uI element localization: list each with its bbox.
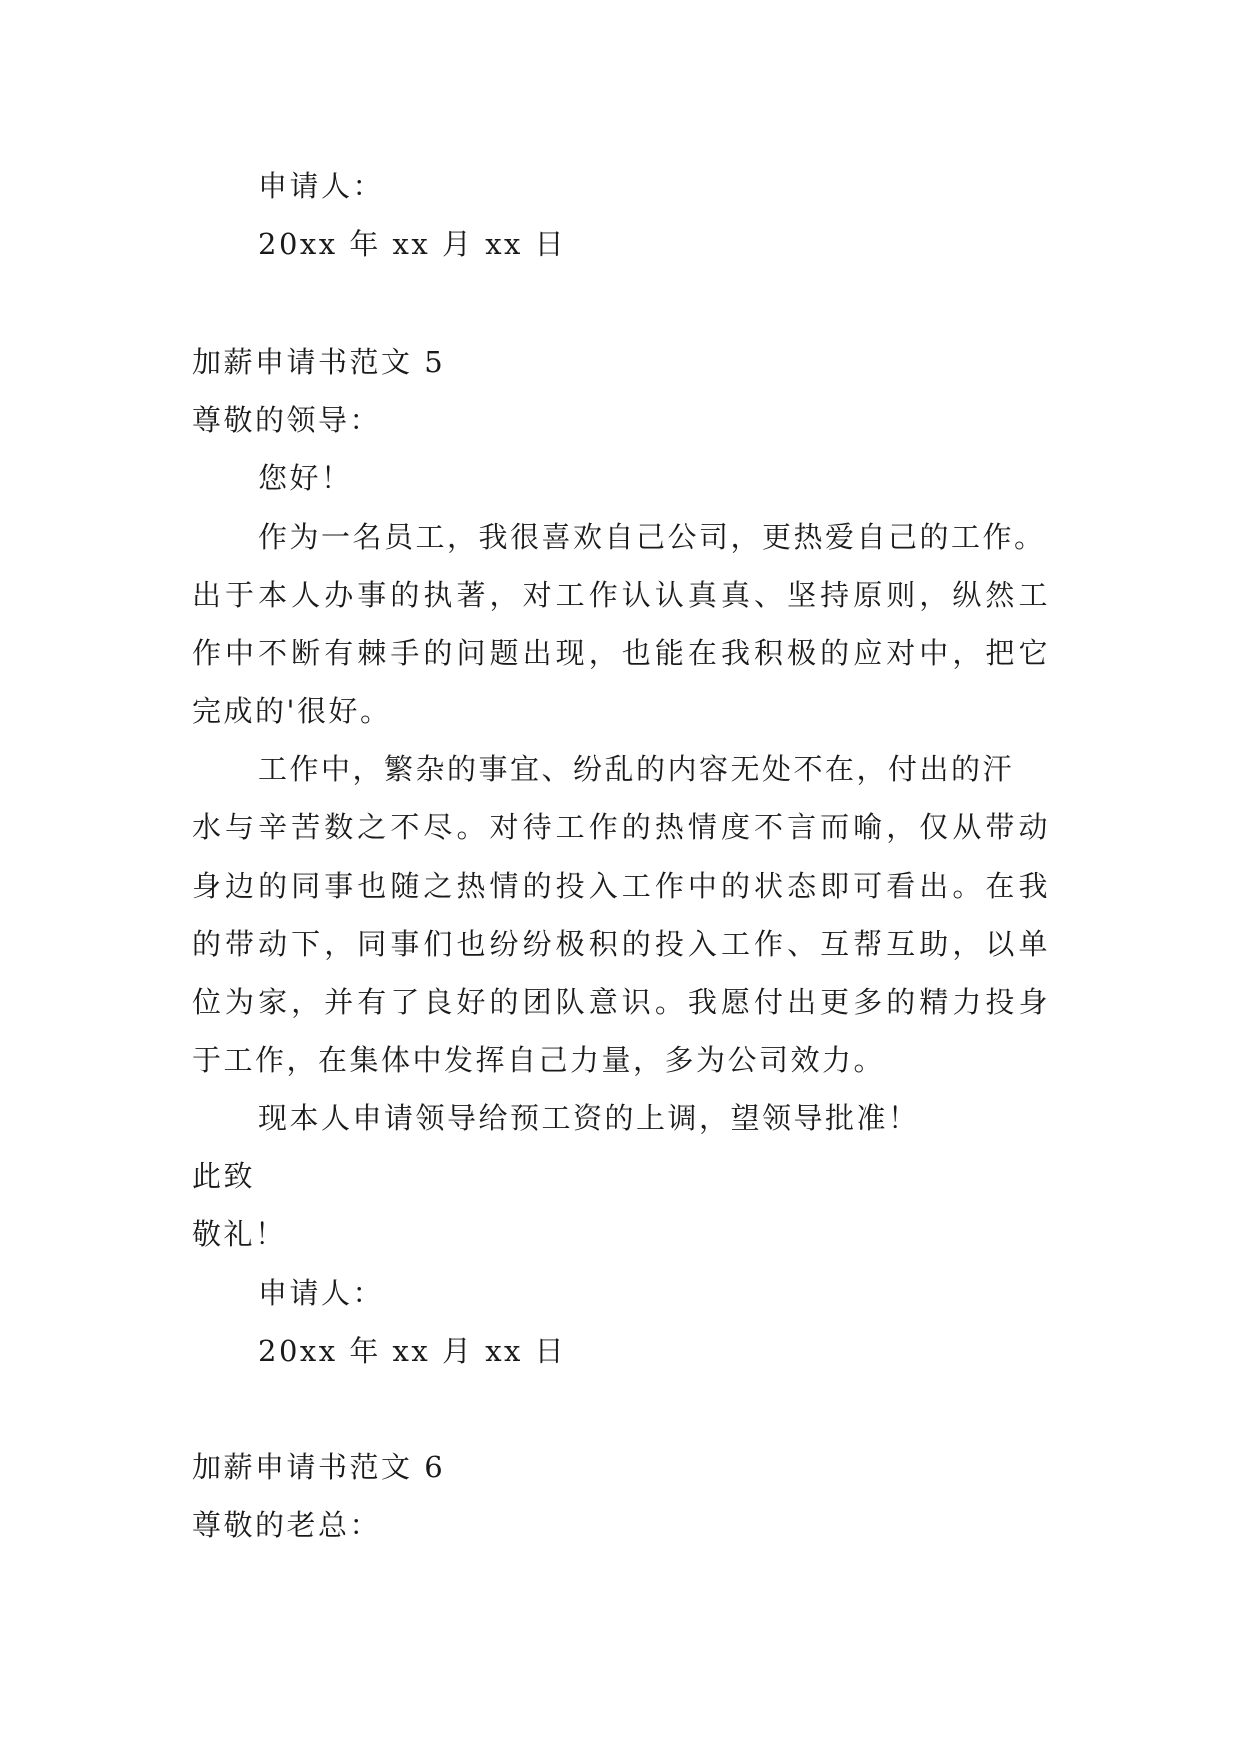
paragraph-line: 完成的'很好。 bbox=[192, 694, 392, 728]
section-heading: 加薪申请书范文 6 bbox=[192, 1450, 446, 1484]
paragraph-line: 的带动下，同事们也纷纷极积的投入工作、互帮互助，以单 bbox=[192, 927, 1050, 961]
paragraph-line: 于工作，在集体中发挥自己力量，多为公司效力。 bbox=[192, 1043, 886, 1077]
paragraph-line: 作中不断有棘手的问题出现，也能在我积极的应对中，把它 bbox=[192, 636, 1050, 670]
date-line: 20xx 年 xx 月 xx 日 bbox=[258, 1334, 567, 1368]
section-heading: 加薪申请书范文 5 bbox=[192, 345, 446, 379]
paragraph-line: 工作中，繁杂的事宜、纷乱的内容无处不在，付出的汗 bbox=[258, 752, 1015, 786]
paragraph-line: 出于本人办事的执著，对工作认认真真、坚持原则，纵然工 bbox=[192, 578, 1050, 612]
salutation: 尊敬的老总： bbox=[192, 1508, 382, 1542]
greeting: 您好！ bbox=[258, 461, 353, 495]
closing-salute: 敬礼！ bbox=[192, 1217, 287, 1251]
paragraph-line: 作为一名员工，我很喜欢自己公司，更热爱自己的工作。 bbox=[258, 520, 1046, 554]
applicant-label: 申请人： bbox=[258, 169, 385, 203]
applicant-label: 申请人： bbox=[258, 1276, 385, 1310]
paragraph-line: 身边的同事也随之热情的投入工作中的状态即可看出。在我 bbox=[192, 869, 1050, 903]
paragraph-line: 水与辛苦数之不尽。对待工作的热情度不言而喻，仅从带动 bbox=[192, 810, 1050, 844]
paragraph-line: 位为家，并有了良好的团队意识。我愿付出更多的精力投身 bbox=[192, 985, 1050, 1019]
request-line: 现本人申请领导给预工资的上调，望领导批准！ bbox=[258, 1101, 920, 1135]
date-line: 20xx 年 xx 月 xx 日 bbox=[258, 227, 567, 261]
closing-line: 此致 bbox=[192, 1159, 256, 1193]
salutation: 尊敬的领导： bbox=[192, 403, 382, 437]
